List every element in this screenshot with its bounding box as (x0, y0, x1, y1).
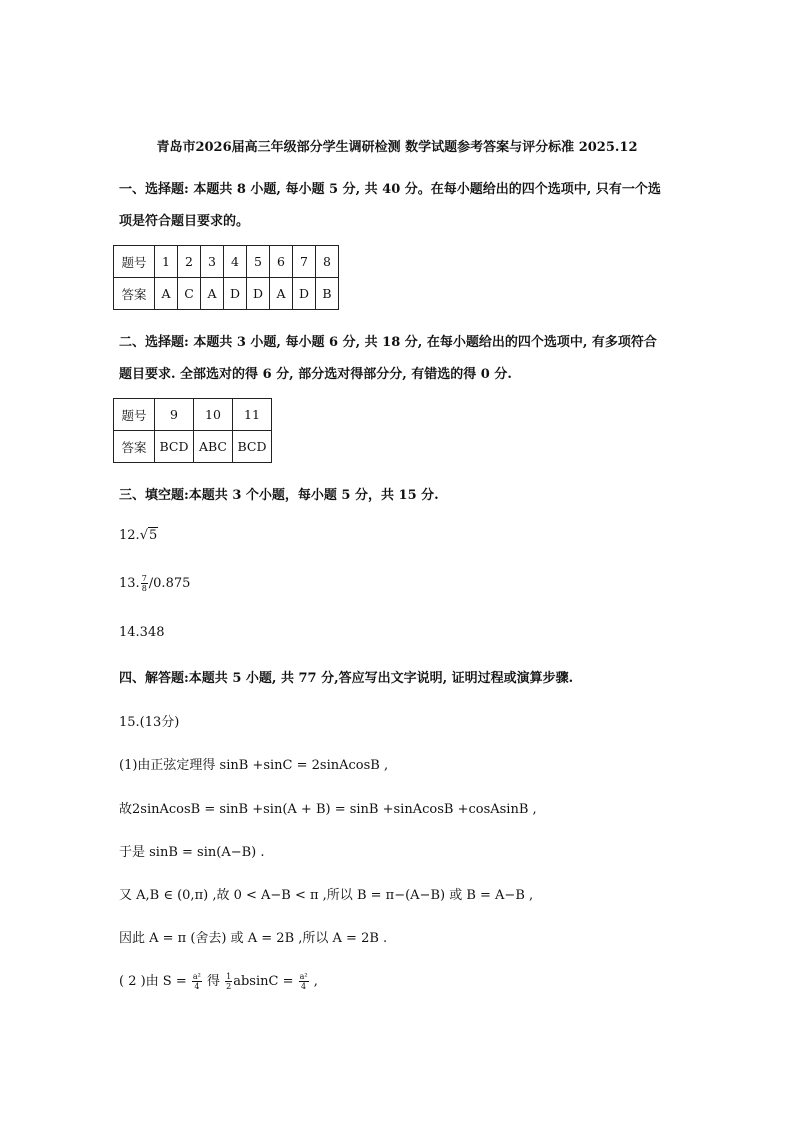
table-cell: 2 (178, 246, 201, 278)
table-cell: D (247, 278, 270, 310)
table-cell: B (316, 278, 339, 310)
table-cell: 1 (155, 246, 178, 278)
document-title: 青岛市2026届高三年级部分学生调研检测 数学试题参考答案与评分标准 2025.12 (156, 140, 638, 155)
section1-heading-line1: 一、选择题: 本题共 8 小题, 每小题 5 分, 共 40 分。在每小题给出的四个选项中, 只有一个选 (119, 182, 661, 197)
solution-line-4: 又 A,B ∈ (0,π) ,故 0 < A−B < π ,所以 B = π−(A−B) 或 B = A−B , (119, 888, 534, 903)
solution-line-1: (1)由正弦定理得 sinB +sinC = 2sinAcosB , (119, 758, 389, 773)
section1-heading-line2: 项是符合题目要求的。 (119, 214, 250, 229)
section4-heading: 四、解答题:本题共 5 小题, 共 77 分,答应写出文字说明, 证明过程或演算步骤. (119, 671, 574, 686)
answer-12 (119, 528, 158, 543)
table-row (114, 399, 272, 431)
answer-12-label: 12. (119, 528, 140, 543)
solution-line-2: 故2sinAcosB = sinB +sin(A + B) = sinB +sinAcosB +cosAsinB , (119, 802, 537, 817)
fraction-numerator: 1 (226, 972, 232, 981)
table-row-label: 答案 (114, 431, 155, 463)
solution-line-5: 因此 A = π (舍去) 或 A = 2B ,所以 A = 2B . (119, 931, 388, 946)
sqrt-radicand: 5 (148, 528, 158, 543)
solution-text: , (309, 974, 318, 989)
table-cell: 7 (293, 246, 316, 278)
table-cell: BCD (155, 431, 194, 463)
solution-text: absinC = (233, 974, 298, 989)
answer-13 (119, 574, 190, 593)
section2-heading-line1: 二、选择题: 本题共 3 小题, 每小题 6 分, 共 18 分, 在每小题给出的四个选项中, 有多项符合 (119, 335, 657, 350)
answer-13-decimal: /0.875 (148, 576, 191, 591)
solution-text: ( 2 )由 S = (119, 974, 191, 989)
section2-heading-line2: 题目要求. 全部选对的得 6 分, 部分选对得部分分, 有错选的得 0 分. (119, 367, 512, 382)
section3-heading: 三、填空题:本题共 3 个小题，每小题 5 分，共 15 分. (119, 488, 439, 503)
solution-line-3: 于是 sinB = sin(A−B) . (119, 845, 265, 860)
solution-text: 得 (202, 974, 225, 989)
table-cell: 4 (224, 246, 247, 278)
question-15-header: 15.(13分) (119, 715, 180, 730)
fraction-denominator: 4 (194, 982, 200, 991)
table-row-label: 题号 (114, 399, 155, 431)
fraction-numerator: a² (299, 972, 308, 981)
table-cell: 11 (233, 399, 272, 431)
fraction-numerator: 7 (141, 574, 147, 583)
table-cell: C (178, 278, 201, 310)
sqrt-expression: √5 (139, 528, 158, 543)
fraction (299, 972, 309, 991)
table-cell: ABC (194, 431, 233, 463)
table-cell: D (293, 278, 316, 310)
table-row (114, 278, 339, 310)
fraction (192, 972, 202, 991)
table-row-label: 题号 (114, 246, 155, 278)
fraction-denominator: 2 (226, 982, 232, 991)
answer-13-label: 13. (119, 576, 140, 591)
table-row (114, 431, 272, 463)
table-cell: 10 (194, 399, 233, 431)
table-cell: 6 (270, 246, 293, 278)
answer-table-2 (113, 398, 272, 463)
table-cell: D (224, 278, 247, 310)
answer-table-1 (113, 245, 339, 310)
table-cell: A (155, 278, 178, 310)
table-cell: A (201, 278, 224, 310)
table-cell: 9 (155, 399, 194, 431)
table-cell: 5 (247, 246, 270, 278)
fraction-denominator: 8 (141, 584, 147, 593)
fraction (225, 972, 232, 991)
table-row (114, 246, 339, 278)
table-cell: BCD (233, 431, 272, 463)
table-row-label: 答案 (114, 278, 155, 310)
answer-14: 14.348 (119, 625, 165, 640)
fraction (141, 574, 148, 593)
fraction-denominator: 4 (301, 982, 307, 991)
table-cell: A (270, 278, 293, 310)
solution-line-6 (119, 970, 318, 991)
table-cell: 8 (316, 246, 339, 278)
fraction-numerator: a² (192, 972, 201, 981)
table-cell: 3 (201, 246, 224, 278)
